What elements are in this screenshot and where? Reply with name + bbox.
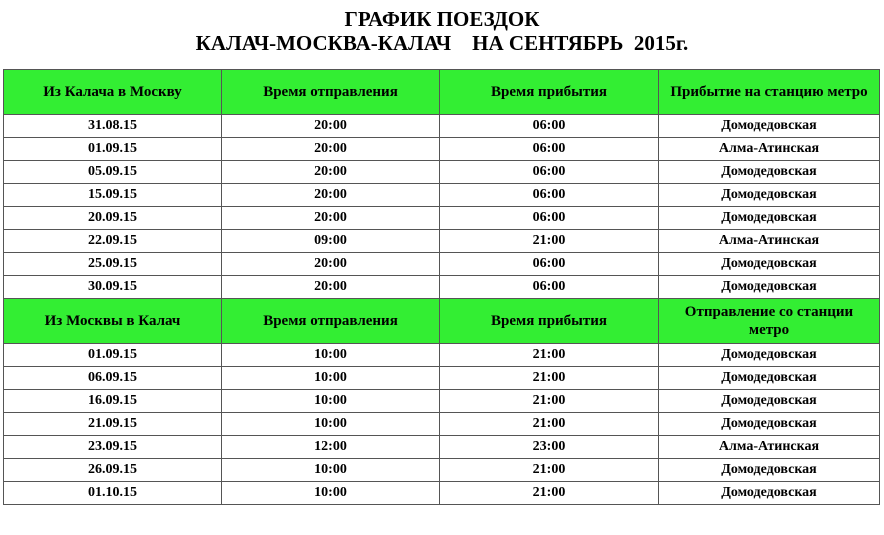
section1-header-row [4, 70, 880, 115]
departure-time-cell: 20:00 [222, 115, 440, 138]
arrival-time-cell: 06:00 [440, 115, 659, 138]
arrival-time-cell: 21:00 [440, 482, 659, 505]
departure-time-header: Время отправления [222, 299, 440, 344]
arrival-time-cell: 06:00 [440, 253, 659, 276]
title-line-1: ГРАФИК ПОЕЗДОК [344, 7, 540, 31]
metro-station-cell: Домодедовская [659, 367, 880, 390]
table-row [4, 207, 880, 230]
metro-station-cell: Домодедовская [659, 253, 880, 276]
metro-station-cell: Алма-Атинская [659, 436, 880, 459]
departure-time-cell: 12:00 [222, 436, 440, 459]
arrival-time-header: Время прибытия [440, 70, 659, 115]
metro-station-cell: Домодедовская [659, 161, 880, 184]
metro-station-cell: Домодедовская [659, 344, 880, 367]
departure-time-cell: 20:00 [222, 207, 440, 230]
arrival-time-cell: 21:00 [440, 230, 659, 253]
departure-time-cell: 10:00 [222, 390, 440, 413]
metro-station-header: Прибытие на станцию метро [659, 70, 880, 115]
route-header: Из Калача в Москву [4, 70, 222, 115]
date-cell: 20.09.15 [4, 207, 222, 230]
table-row [4, 367, 880, 390]
departure-time-cell: 20:00 [222, 138, 440, 161]
date-cell: 01.10.15 [4, 482, 222, 505]
date-cell: 23.09.15 [4, 436, 222, 459]
date-cell: 26.09.15 [4, 459, 222, 482]
arrival-time-cell: 21:00 [440, 367, 659, 390]
table-row [4, 344, 880, 367]
metro-station-cell: Домодедовская [659, 276, 880, 299]
metro-station-cell: Домодедовская [659, 115, 880, 138]
date-cell: 16.09.15 [4, 390, 222, 413]
date-cell: 25.09.15 [4, 253, 222, 276]
metro-station-header: Отправление со станции метро [659, 299, 880, 344]
table-row [4, 413, 880, 436]
title-line-2: КАЛАЧ-МОСКВА-КАЛАЧ НА СЕНТЯБРЬ 2015г. [195, 31, 689, 55]
arrival-time-header: Время прибытия [440, 299, 659, 344]
table-row [4, 184, 880, 207]
section2-header-row [4, 299, 880, 344]
departure-time-cell: 09:00 [222, 230, 440, 253]
arrival-time-cell: 21:00 [440, 459, 659, 482]
metro-station-cell: Алма-Атинская [659, 230, 880, 253]
table-row [4, 482, 880, 505]
departure-time-cell: 20:00 [222, 161, 440, 184]
table-row [4, 138, 880, 161]
departure-time-cell: 10:00 [222, 482, 440, 505]
departure-time-cell: 20:00 [222, 276, 440, 299]
date-cell: 15.09.15 [4, 184, 222, 207]
date-cell: 01.09.15 [4, 344, 222, 367]
page-title [0, 0, 884, 55]
table-row [4, 230, 880, 253]
table-row [4, 390, 880, 413]
arrival-time-cell: 06:00 [440, 207, 659, 230]
departure-time-cell: 10:00 [222, 344, 440, 367]
arrival-time-cell: 06:00 [440, 184, 659, 207]
date-cell: 22.09.15 [4, 230, 222, 253]
table-row [4, 253, 880, 276]
table-row [4, 436, 880, 459]
date-cell: 06.09.15 [4, 367, 222, 390]
arrival-time-cell: 21:00 [440, 413, 659, 436]
departure-time-cell: 10:00 [222, 367, 440, 390]
table-row [4, 115, 880, 138]
table-row [4, 276, 880, 299]
arrival-time-cell: 21:00 [440, 344, 659, 367]
route-header: Из Москвы в Калач [4, 299, 222, 344]
schedule-table [3, 69, 880, 505]
arrival-time-cell: 21:00 [440, 390, 659, 413]
table-row [4, 161, 880, 184]
date-cell: 05.09.15 [4, 161, 222, 184]
departure-time-cell: 20:00 [222, 253, 440, 276]
departure-time-header: Время отправления [222, 70, 440, 115]
metro-station-cell: Домодедовская [659, 482, 880, 505]
departure-time-cell: 10:00 [222, 459, 440, 482]
date-cell: 30.09.15 [4, 276, 222, 299]
departure-time-cell: 10:00 [222, 413, 440, 436]
metro-station-cell: Домодедовская [659, 413, 880, 436]
date-cell: 31.08.15 [4, 115, 222, 138]
metro-station-cell: Домодедовская [659, 184, 880, 207]
arrival-time-cell: 06:00 [440, 276, 659, 299]
metro-station-cell: Домодедовская [659, 390, 880, 413]
table-row [4, 459, 880, 482]
date-cell: 21.09.15 [4, 413, 222, 436]
arrival-time-cell: 06:00 [440, 161, 659, 184]
arrival-time-cell: 06:00 [440, 138, 659, 161]
metro-station-cell: Алма-Атинская [659, 138, 880, 161]
metro-station-cell: Домодедовская [659, 207, 880, 230]
arrival-time-cell: 23:00 [440, 436, 659, 459]
departure-time-cell: 20:00 [222, 184, 440, 207]
date-cell: 01.09.15 [4, 138, 222, 161]
metro-station-cell: Домодедовская [659, 459, 880, 482]
